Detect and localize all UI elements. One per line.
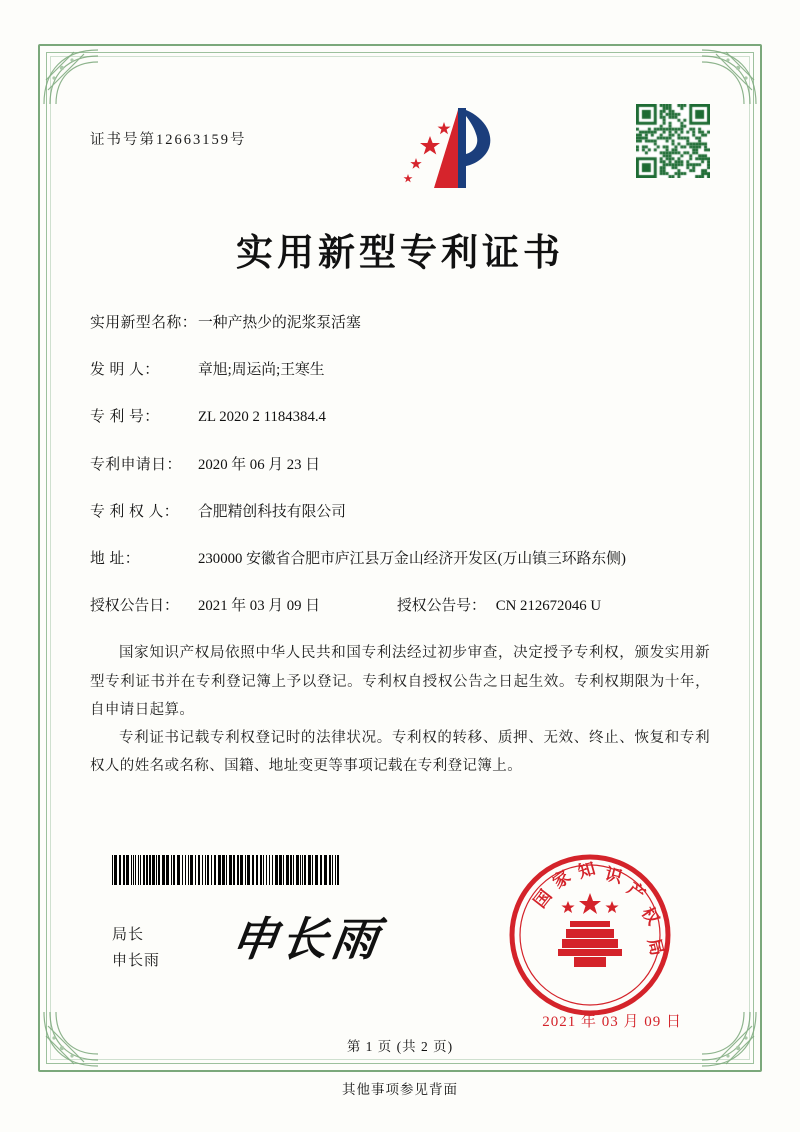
field-label: 专利申请日： bbox=[90, 456, 182, 473]
field-label: 专 利 号： bbox=[90, 409, 160, 426]
seal-date: 2021 年 03 月 09 日 bbox=[542, 1014, 682, 1030]
field-patentee bbox=[90, 501, 710, 523]
svg-text:知: 知 bbox=[575, 858, 598, 883]
field-label: 发 明 人： bbox=[90, 362, 160, 379]
field-utility-model-name bbox=[90, 312, 710, 334]
page-title: 实用新型专利证书 bbox=[236, 231, 564, 274]
field-address bbox=[90, 548, 710, 570]
announcement-date-label: 授权公告日： bbox=[90, 598, 179, 615]
corner-ornament-icon bbox=[698, 46, 760, 108]
announcement-date-value: 2021 年 03 月 09 日 bbox=[198, 598, 321, 615]
signature-area bbox=[90, 855, 710, 1045]
handwritten-signature: 申长雨 bbox=[227, 912, 386, 966]
qr-code bbox=[636, 104, 710, 178]
announcement-number-label: 授权公告号： bbox=[397, 598, 486, 615]
corner-ornament-icon bbox=[40, 46, 102, 108]
fields-list bbox=[90, 312, 710, 617]
field-announcement bbox=[90, 595, 710, 617]
field-label: 实用新型名称： bbox=[90, 315, 198, 331]
field-value: 230000 安徽省合肥市庐江县万金山经济开发区(万山镇三环路东侧) bbox=[198, 550, 626, 567]
svg-text:产: 产 bbox=[623, 878, 649, 906]
official-seal bbox=[500, 845, 680, 1025]
field-value: 合肥精创科技有限公司 bbox=[198, 503, 346, 520]
signature-block bbox=[112, 923, 160, 974]
signature-title: 局长 bbox=[112, 927, 145, 943]
svg-text:局: 局 bbox=[643, 936, 667, 958]
field-value: ZL 2020 2 1184384.4 bbox=[198, 409, 326, 426]
signature-name: 申长雨 bbox=[112, 952, 161, 969]
field-inventors bbox=[90, 359, 710, 381]
field-value: 一种产热少的泥浆泵活塞 bbox=[198, 315, 361, 331]
svg-text:家: 家 bbox=[549, 866, 575, 894]
certificate-number: 证书号第12663159号 bbox=[90, 132, 247, 148]
body-paragraph-2: 专利证书记载专利权登记时的法律状况。专利权的转移、质押、无效、终止、恢复和专利权人的姓名或名称、国籍、地址变更等事项记载在专利登记簿上。 bbox=[90, 730, 710, 775]
field-label: 专 利 权 人： bbox=[90, 503, 180, 520]
field-value: 章旭;周运尚;王寒生 bbox=[198, 362, 325, 379]
svg-text:权: 权 bbox=[636, 903, 663, 929]
field-value: 2020 年 06 月 23 日 bbox=[198, 456, 321, 473]
header-row bbox=[90, 100, 710, 200]
field-label: 地 址： bbox=[90, 550, 141, 567]
body-paragraph-1: 国家知识产权局依照中华人民共和国专利法经过初步审查，决定授予专利权，颁发实用新型专利证书并在专利登记簿上予以登记。专利权自授权公告之日起生效。专利权期限为十年，自申请日起算。 bbox=[90, 645, 710, 718]
field-patent-number bbox=[90, 406, 710, 428]
cnipa-logo-icon bbox=[386, 100, 506, 200]
announcement-number-value: CN 212672046 U bbox=[495, 598, 602, 615]
barcode bbox=[112, 855, 342, 885]
footer-note: 其他事项参见背面 bbox=[342, 1082, 458, 1097]
field-application-date bbox=[90, 454, 710, 476]
svg-text:国: 国 bbox=[530, 886, 557, 913]
certificate-content bbox=[90, 100, 710, 781]
body-text bbox=[90, 639, 710, 780]
svg-text:识: 识 bbox=[602, 864, 625, 888]
page-number: 第 1 页 (共 2 页) bbox=[346, 1039, 454, 1054]
